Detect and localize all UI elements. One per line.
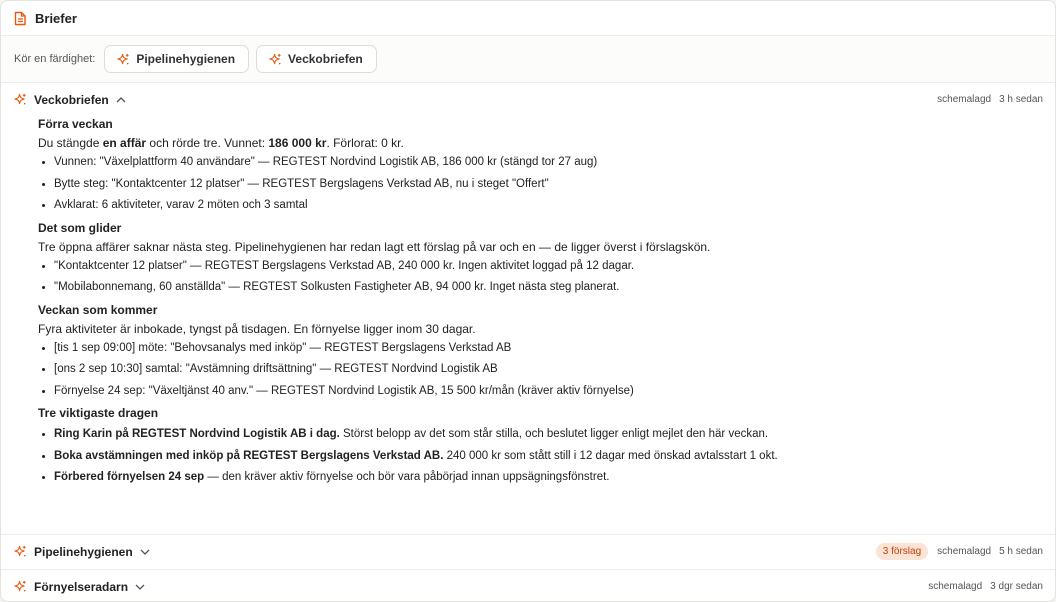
list-item: • [tis 1 sep 09:00] möte: "Behovsanalys med inköp" — REGTEST Bergslagens Verkstad AB: [54, 341, 1031, 356]
section-meta: [876, 543, 1043, 560]
sparkle-icon: [117, 53, 130, 66]
list-item: • Ring Karin på REGTEST Nordvind Logistik AB i dag. Störst belopp av det som står stilla, och beslutet ligger enligt mejlet den här veckan.: [54, 427, 1031, 442]
brief-section-pipelinehygienen: [1, 534, 1055, 568]
section-title: Pipelinehygienen: [34, 544, 133, 559]
run-veckobriefen-button[interactable]: [256, 45, 377, 73]
brief-section-fornyelseradarn: [1, 569, 1055, 602]
group-summary: Tre öppna affärer saknar nästa steg. Pipelinehygienen har redan lagt ett förslag på var och en — de ligger överst i förslagskön.: [38, 239, 711, 254]
section-meta: [937, 94, 1043, 105]
last-run-time: 3 dgr sedan: [990, 581, 1043, 592]
group-list: [38, 341, 1031, 399]
suggestions-badge[interactable]: 3 förslag: [876, 543, 928, 560]
group-heading: Förra veckan: [38, 117, 113, 131]
list-item: • Boka avstämningen med inköp på REGTEST Bergslagens Verkstad AB. 240 000 kr som stått still i 12 dagar med önskad avtalsstart 1 okt.: [54, 449, 1031, 464]
brief-section-veckobriefen: [1, 83, 1055, 485]
sparkle-icon: [14, 580, 27, 593]
section-header-pipelinehygienen[interactable]: [1, 535, 1055, 568]
group-summary: Fyra aktiviteter är inbokade, tyngst på tisdagen. En förnyelse ligger inom 30 dagar.: [38, 321, 476, 336]
run-veckobriefen-label: Veckobriefen: [288, 52, 363, 66]
section-title: Veckobriefen: [34, 92, 109, 107]
list-item: • Vunnen: "Växelplattform 40 användare" — REGTEST Nordvind Logistik AB, 186 000 kr (stängd tor 27 aug): [54, 155, 1031, 170]
brief-group-top-moves: [38, 405, 1031, 485]
skill-bar: [1, 36, 1055, 83]
list-item: • "Kontaktcenter 12 platser" — REGTEST Bergslagens Verkstad AB, 240 000 kr. Ingen aktivitet loggad på 12 dagar.: [54, 259, 1031, 274]
group-list: [38, 259, 1031, 296]
section-header-veckobriefen[interactable]: [1, 83, 1055, 116]
document-icon: [14, 11, 27, 26]
panel-title: Briefer: [35, 10, 77, 26]
list-item: • Förnyelse 24 sep: "Växeltjänst 40 anv." — REGTEST Nordvind Logistik AB, 15 500 kr/mån (kräver aktiv förnyelse): [54, 384, 1031, 399]
group-summary: Du stängde en affär och rörde tre. Vunnet: 186 000 kr. Förlorat: 0 kr.: [38, 136, 404, 150]
list-item: • "Mobilabonnemang, 60 anställda" — REGTEST Solkusten Fastigheter AB, 94 000 kr. Inget nästa steg planerat.: [54, 280, 1031, 295]
brief-group-upcoming-week: [38, 302, 1031, 399]
skill-bar-label: Kör en färdighet:: [14, 53, 96, 65]
last-run-time: 5 h sedan: [999, 546, 1043, 557]
list-item: • Bytte steg: "Kontaktcenter 12 platser" — REGTEST Bergslagens Verkstad AB, nu i steget "Offert": [54, 177, 1031, 192]
section-meta: [928, 581, 1043, 592]
chevron-down-icon[interactable]: [135, 584, 145, 590]
brief-group-previous-week: [38, 116, 1031, 213]
group-heading: Det som glider: [38, 220, 122, 235]
panel-header: [1, 1, 1055, 36]
schedule-status: schemalagd: [928, 581, 983, 592]
run-pipelinehygienen-label: Pipelinehygienen: [136, 52, 236, 66]
sparkle-icon: [269, 53, 282, 66]
run-pipelinehygienen-button[interactable]: [104, 45, 249, 73]
sparkle-icon: [14, 545, 27, 558]
schedule-status: schemalagd: [937, 546, 992, 557]
chevron-down-icon[interactable]: [140, 549, 150, 555]
brief-group-slipping: [38, 220, 1031, 296]
group-list: [38, 155, 1031, 213]
group-heading: Tre viktigaste dragen: [38, 406, 159, 420]
list-item: • Avklarat: 6 aktiviteter, varav 2 möten och 3 samtal: [54, 198, 1031, 213]
chevron-up-icon[interactable]: [116, 97, 126, 103]
section-title: Förnyelseradarn: [34, 579, 129, 594]
schedule-status: schemalagd: [937, 94, 992, 105]
last-run-time: 3 h sedan: [999, 94, 1043, 105]
sparkle-icon: [14, 93, 27, 106]
list-item: • [ons 2 sep 10:30] samtal: "Avstämning driftsättning" — REGTEST Nordvind Logistik AB: [54, 362, 1031, 377]
list-item: • Förbered förnyelsen 24 sep — den kräver aktiv förnyelse och bör vara påbörjad innan uppsägningsfönstret.: [54, 470, 1031, 485]
group-list: [38, 427, 1031, 485]
brief-content: [1, 116, 1055, 485]
section-header-fornyelseradarn[interactable]: [1, 570, 1055, 602]
group-heading: Veckan som kommer: [38, 302, 158, 317]
